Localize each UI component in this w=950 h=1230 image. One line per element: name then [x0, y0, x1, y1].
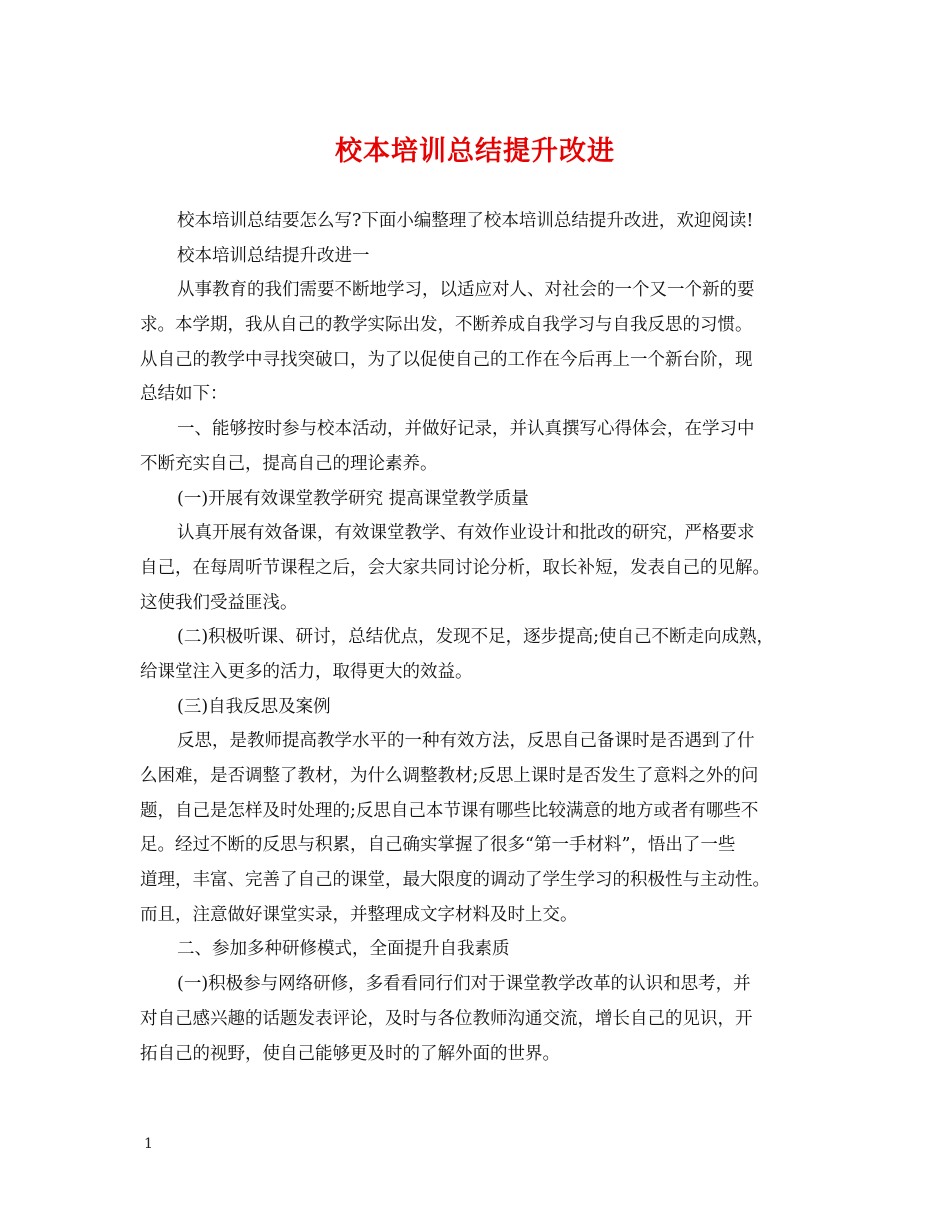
document-title: 校本培训总结提升改进 — [335, 136, 615, 167]
text-line: 对自己感兴趣的话题发表评论，及时与各位教师沟通交流，增长自己的见识，开 — [140, 1008, 753, 1029]
text-line: 自己，在每周听节课程之后，会大家共同讨论分析，取长补短，发表自己的见解。 — [140, 557, 770, 578]
text-line: (一)开展有效课堂教学研究 提高课堂教学质量 — [177, 488, 529, 509]
text-line: 从事教育的我们需要不断地学习，以适应对人、对社会的一个又一个新的要 — [177, 280, 755, 301]
text-line: 么困难，是否调整了教材，为什么调整教材;反思上课时是否发生了意料之外的问 — [140, 766, 759, 786]
text-line: 足。经过不断的反思与积累，自己确实掌握了很多“第一手材料”，悟出了一些 — [140, 835, 736, 856]
text-line: 从自己的教学中寻找突破口，为了以促使自己的工作在今后再上一个新台阶，现 — [140, 349, 753, 370]
text-line: (一)积极参与网络研修，多看看同行们对于课堂教学改革的认识和思考，并 — [177, 974, 751, 995]
text-line: 校本培训总结提升改进一 — [177, 245, 370, 266]
text-line: (三)自我反思及案例 — [177, 696, 331, 717]
text-line: 而且，注意做好课堂实录，并整理成文字材料及时上交。 — [140, 904, 578, 925]
text-line: 反思，是教师提高教学水平的一种有效方法，反思自己备课时是否遇到了什 — [177, 731, 755, 752]
text-line: 题，自己是怎样及时处理的;反思自己本节课有哪些比较满意的地方或者有哪些不 — [140, 800, 759, 821]
text-line: 校本培训总结要怎么写?下面小编整理了校本培训总结提升改进，欢迎阅读! — [177, 211, 754, 231]
text-line: 给课堂注入更多的活力，取得更大的效益。 — [140, 661, 473, 682]
text-line: 求。本学期，我从自己的教学实际出发，不断养成自我学习与自我反思的习惯。 — [140, 315, 753, 336]
document-body — [140, 204, 815, 1071]
text-line: 拓自己的视野，使自己能够更及时的了解外面的世界。 — [140, 1043, 560, 1064]
text-line: 总结如下： — [140, 384, 228, 405]
text-line: 二、参加多种研修模式，全面提升自我素质 — [177, 939, 510, 960]
text-line: 一、能够按时参与校本活动，并做好记录，并认真撰写心得体会，在学习中 — [177, 419, 755, 440]
text-line: 认真开展有效备课，有效课堂教学、有效作业设计和批改的研究，严格要求 — [177, 523, 755, 544]
text-line: 这使我们受益匪浅。 — [140, 592, 298, 613]
page-number: 1 — [144, 1136, 153, 1152]
text-line: (二)积极听课、研讨，总结优点，发现不足，逐步提高;使自己不断走向成熟， — [177, 627, 775, 648]
text-line: 不断充实自己，提高自己的理论素养。 — [140, 453, 438, 474]
text-line: 道理，丰富、完善了自己的课堂，最大限度的调动了学生学习的积极性与主动性。 — [140, 870, 770, 891]
